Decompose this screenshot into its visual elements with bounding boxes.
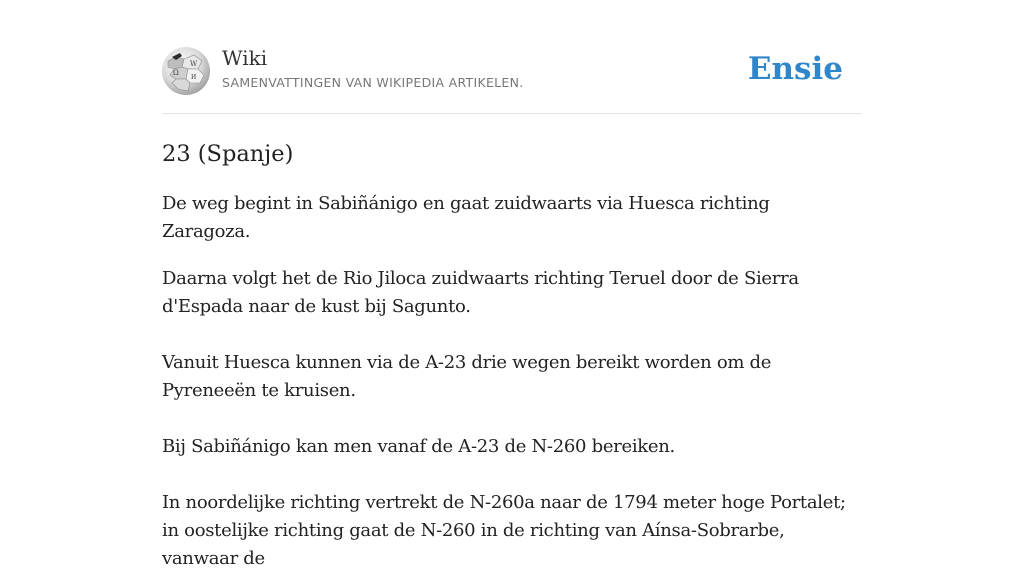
article-title: 23 (Spanje) (162, 141, 294, 167)
ensie-brand-link[interactable]: Ensie (747, 51, 843, 87)
article-paragraph-2: Vanuit Huesca kunnen via de A-23 drie wegen bereikt worden om de Pyreneeën te kruisen. (162, 352, 772, 401)
content-container (162, 0, 862, 573)
svg-text:Ω: Ω (173, 69, 179, 77)
svg-text:И: И (191, 74, 197, 81)
site-header (162, 0, 862, 114)
site-title-link[interactable]: Wiki (222, 46, 268, 70)
article-paragraph-3: Bij Sabiñánigo kan men vanaf de A-23 de N-260 bereiken. (162, 436, 675, 457)
article-paragraph-4: In noordelijke richting vertrekt de N-260a naar de 1794 meter hoge Portalet; in oostelijke richting gaat de N-260 in de richting van Aínsa-Sobrarbe, vanwaar de (162, 492, 846, 569)
wikipedia-globe-icon[interactable] (162, 47, 210, 95)
article-lead: De weg begint in Sabiñánigo en gaat zuidwaarts via Huesca richting Zaragoza. (162, 193, 770, 242)
svg-text:W: W (190, 60, 198, 68)
article-paragraph-1: Daarna volgt het de Rio Jiloca zuidwaarts richting Teruel door de Sierra d'Espada naar de kust bij Sagunto. (162, 268, 799, 317)
site-tagline: SAMENVATTINGEN VAN WIKIPEDIA ARTIKELEN. (222, 75, 524, 90)
